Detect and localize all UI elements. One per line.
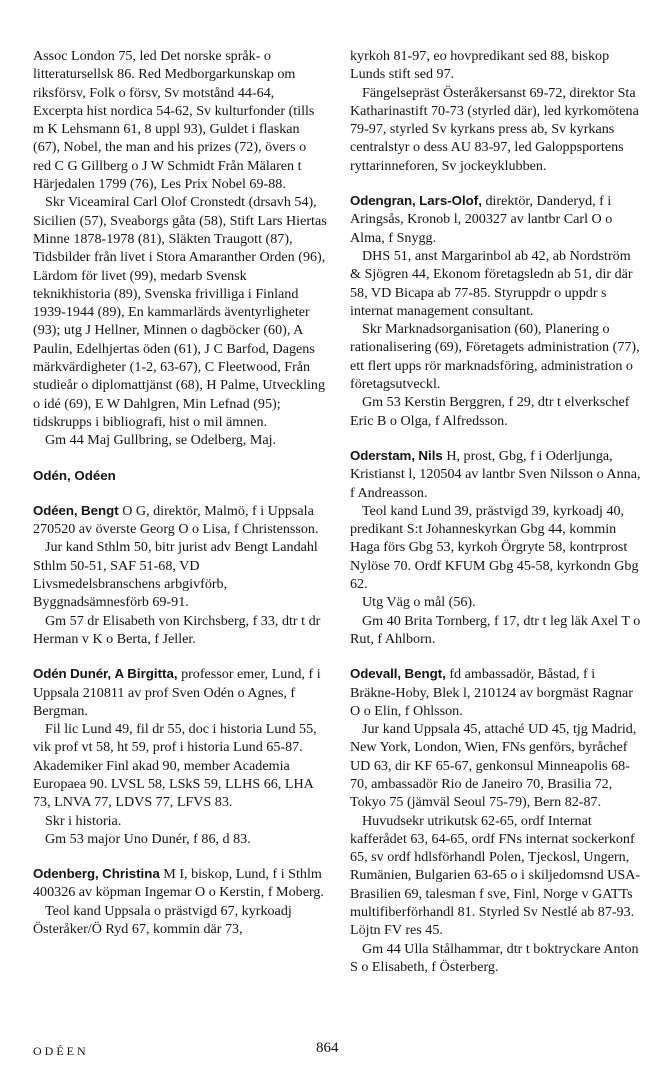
entry-given-name: Christina [102,866,160,882]
paragraph: Gm 40 Brita Tornberg, f 17, dtr t leg läk Axel T o Rut, f Ahlborn. [350,612,641,647]
paragraph: Gm 57 dr Elisabeth von Kirchsberg, f 33, dtr t dr Herman v K o Berta, f Jeller. [33,612,321,647]
paragraph: Teol kand Lund 39, prästvigd 39, kyrkoadj 40, predikant S:t Johanneskyrkan Gbg 44, kommin Haga förs Gbg 53, kyrkoh Örgryte 58, kontrprost Nylöse 70. Ordf KFUM Gbg 45-58, kyrkondn Gbg 62. [350,502,639,593]
entry-given-name: Nils [418,447,443,463]
entry-odengran-lars-olof [350,192,644,430]
paragraph: Jur kand Sthlm 50, bitr jurist adv Bengt Landahl Sthlm 50-51, SAF 51-68, VD Livsmedelsbranschens arbgivförb, Byggnadsämnesförb 69-91. [33,539,318,611]
paragraph: Fängelsepräst Österåkersanst 69-72, direktor Sta Katharinastift 70-73 (styrled där), led kyrkomötena 79-97, styrled Sv kyrkans press ab, Sv kyrkans centralstyr o dess AU 83-97, led Galoppsportens ryttarinneforen, Sv jockeyklubben. [350,84,639,174]
paragraph: Teol kand Uppsala o prästvigd 67, kyrkoadj Österåker/Ö Ryd 67, kommin där 73, [33,902,292,938]
paragraph: Jur kand Uppsala 45, attaché UD 45, tjg Madrid, New York, London, Wien, FNs genförs, byråchef UD 63, dir KF 65-67, genkonsul Minneapolis 68-70, ambassadör Rio de Janeiro 70, Brasilia 72, Tokyo 75 (jämväl Seoul 75-79), Bern 82-87. [350,721,637,811]
paragraph: Huvudsekr utrikutsk 62-65, ordf Internat kafferådet 63, 64-65, ordf FNs internat sockerkonf 65, sv ordf hdlsförhandl Polen, Tjeckosl, Ungern, Rumänien, Bulgarien 63-65 o i skiljedomsnd USA-Brasilien 69, talesman f sve, Finl, Norge v GATTs multifiberförhandl 81. Styrled Sv Nestlé ab 87-93. Löjtn FV res 45. [350,812,641,939]
section-heading: Odén, Odéen [33,467,116,483]
page-number: 864 [316,1040,339,1056]
entry-intro: direktör, Danderyd, f i Aringsås, Kronob l, 200327 av lantbr Carl O o Alma, f Snygg. [350,193,613,246]
entry-intro: H, prost, Gbg, f i Oderljunga, Kristianst l, 120504 av lantbr Sven Nilsson o Anna, f Andreasson. [350,447,641,501]
entry-surname: Oderstam, [350,447,415,463]
entry-header [350,447,644,502]
running-head: ODÉEN [33,1044,89,1058]
entry-header [33,865,327,902]
entry-odeen-bengt [33,502,327,648]
entry-surname: Odéen, [33,502,78,518]
entry-intro: fd ambassadör, Båstad, f i Bräkne-Hoby, Blek l, 210124 av borgmäst Ragnar O o Elin, f Ohlsson. [350,666,633,719]
paragraph: Gm 53 Kerstin Berggren, f 29, dtr t elverkschef Eric B o Olga, f Alfredsson. [350,394,630,429]
entry-given-name: Lars-Olof, [419,193,482,209]
paragraph: DHS 51, anst Margarinbol ab 42, ab Nordström & Sjögren 44, Ekonom företagsledn ab 51, dir där 58, VD Bicapa ab 77-85. Styruppdr o uppdr s internat management consultant. [350,247,633,319]
entry-header [350,665,644,720]
entry-header [33,665,327,720]
paragraph: Fil lic Lund 49, fil dr 55, doc i historia Lund 55, vik prof vt 58, ht 59, prof i historia Lund 65-87. Akademiker Finl akad 90, member Academia Europaea 90. LVSL 58, LSkS 59, LLHS 66, LHA 73, LNVA 77, LDVS 77, LFVS 83. [33,721,317,811]
entry-given-name: A Birgitta, [114,666,178,682]
paragraph: Utg Väg o mål (56). [362,594,476,611]
paragraph: kyrkoh 81-97, eo hovpredikant sed 88, biskop Lunds stift sed 97. [350,48,610,83]
left-column [33,47,327,938]
entry-surname: Odén Dunér, [33,666,111,682]
entry-surname: Odengran, [350,193,416,209]
paragraph: Assoc London 75, led Det norske språk- o litteratursellsk 86. Red Medborgarkunskap om riksförsv, Folk o försv, Sv motstånd 44-64, Excerpta hist nordica 54-62, Sv kulturfonder (tills m K Lehsmann 61, 8 uppl 93), Guldet i flaskan (67), Nobel, the man and his prizes (72), övers o red C G Gillberg o J W Schmidt Från Mälaren t Härjedalen 1799 (76), Les Prix Nobel 69-88. [33,48,315,193]
continuation-entry [33,47,327,450]
entry-odevall-bengt [350,665,644,976]
paragraph: Skr Marknadsorganisation (60), Planering o rationalisering (69), Företagets administration (77), ett flert upps rör marknadsföring, administration o företagsutveckl. [350,321,640,393]
entry-given-name: Bengt, [404,666,446,682]
paragraph: Gm 53 major Uno Dunér, f 86, d 83. [45,830,251,847]
paragraph: Skr Viceamiral Carl Olof Cronstedt (drsavh 54), Sicilien (57), Sveaborgs gåta (58), Stift Lars Hiertas Minne 1878-1978 (81), Släkten Traugott (87), Tidsbilder från livet i Stora Amaranther Orden (96), Lärdom för livet (99), medarb Svensk teknikhistoria (89), Svenska frivilliga i Finland 1939-1944 (89), En kammarlärds äventyrligheter (93); utg J Hellner, Minnen o dagböcker (60), A Paulin, Edelhjertas öden (61), J C Barfod, Dagens märkvärdigheter (1-2, 63-67), C Fleetwood, Från studieår o diplomattjänst (68), H Palme, Utveckling o idé (69), E W Dahlgren, Min Lefnad (95); tidskrupps i bibliografi, hist o mil ämnen. [33,194,327,430]
entry-oderstam-nils [350,447,644,648]
entry-surname: Odenberg, [33,866,99,882]
section-heading-block [33,467,327,485]
paragraph: Gm 44 Ulla Stålhammar, dtr t boktryckare Anton S o Elisabeth, f Österberg. [350,940,639,975]
entry-intro: M I, biskop, Lund, f i Sthlm 400326 av köpman Ingemar O o Kerstin, f Moberg. [33,866,324,901]
paragraph: Gm 44 Maj Gullbring, se Odelberg, Maj. [45,432,277,449]
entry-header [33,502,327,539]
entry-intro: professor emer, Lund, f i Uppsala 210811 av prof Sven Odén o Agnes, f Bergman. [33,666,321,719]
entry-header [350,192,644,247]
continuation-entry [350,47,644,175]
paragraph: Skr i historia. [45,812,122,829]
entry-odenberg-christina [33,865,327,938]
entry-given-name: Bengt [81,502,119,518]
entry-surname: Odevall, [350,666,401,682]
right-column [350,47,644,976]
entry-oden-duner-birgitta [33,665,327,848]
entry-intro: O G, direktör, Malmö, f i Uppsala 270520 av överste Georg O o Lisa, f Christensson. [33,502,319,538]
